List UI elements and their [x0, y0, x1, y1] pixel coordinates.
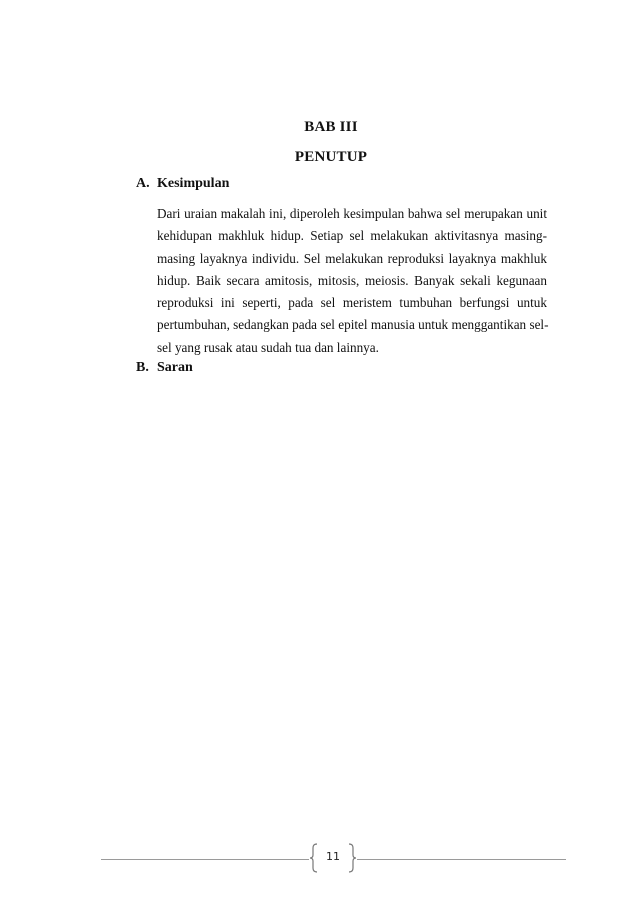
footer-rule-left: [101, 859, 309, 860]
page-footer: [0, 841, 638, 881]
section-heading-kesimpulan: [136, 176, 229, 192]
footer-rule-right: [357, 859, 566, 860]
conclusion-paragraph: [157, 203, 547, 359]
chapter-title: PENUTUP: [294, 149, 368, 165]
chapter-number: BAB III: [304, 119, 358, 135]
page-number: 11: [326, 850, 340, 863]
paragraph-line: reproduksi ini seperti, pada sel meristem tumbuhan berfungsi untuk: [157, 295, 547, 311]
paragraph-line: kehidupan makhluk hidup. Setiap sel melakukan aktivitasnya masing-: [157, 228, 547, 244]
paragraph-line: hidup. Baik secara amitosis, mitosis, meiosis. Banyak sekali kegunaan: [157, 272, 547, 288]
paragraph-line: sel yang rusak atau sudah tua dan lainnya.: [157, 339, 379, 355]
right-brace-icon: [347, 843, 357, 873]
section-heading-saran: [136, 360, 193, 376]
section-letter: B.: [136, 360, 149, 375]
paragraph-line: masing layaknya individu. Sel melakukan reproduksi layaknya makhluk: [157, 250, 547, 266]
paragraph-line: Dari uraian makalah ini, diperoleh kesimpulan bahwa sel merupakan unit: [157, 206, 547, 221]
section-title: Kesimpulan: [157, 176, 230, 191]
section-letter: A.: [136, 176, 150, 191]
paragraph-line: pertumbuhan, sedangkan pada sel epitel manusia untuk menggantikan sel-: [157, 317, 549, 333]
section-title: Saran: [157, 360, 193, 375]
